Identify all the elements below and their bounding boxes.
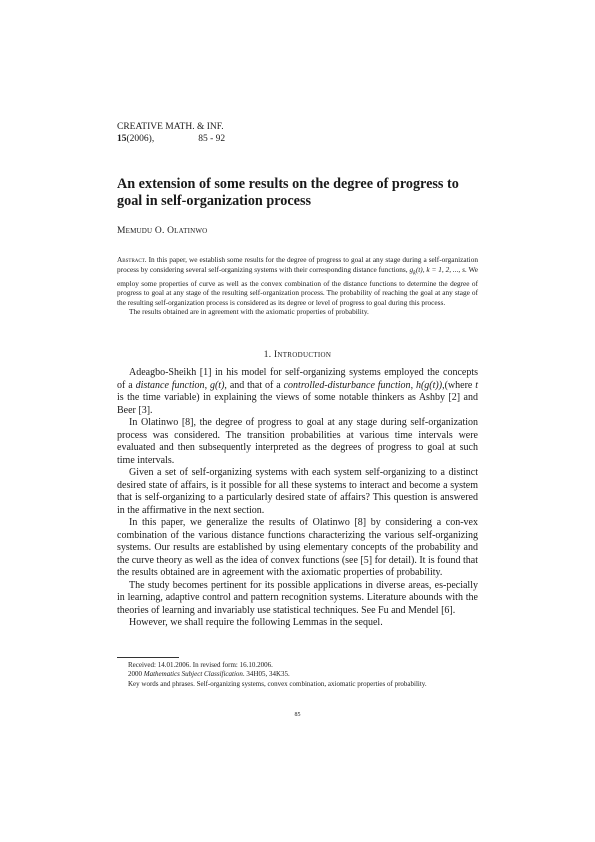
abstract-text-2: . We employ some properties of curve as well as the convex combination of the distance functions to determine the degree of progress to goal at any stage of the resulting self-organization process. The probability of reaching the goal at any stage of the resulting self-organization process is considered as its degree or level of progress to goal during this process. <box>117 264 479 307</box>
abstract-math-g: g <box>409 264 414 274</box>
math-h-of-g: h(g(t)) <box>415 379 443 391</box>
abstract-conclusion: The results obtained are in agreement with the axiomatic properties of probability. <box>129 307 369 317</box>
abstract-label: Abstract. <box>117 255 147 264</box>
abstract-math-sub: k <box>413 270 416 277</box>
footnote-received: Received: 14.01.2006. In revised form: 16.10.2006. <box>128 661 273 669</box>
paragraph-2: In Olatinwo [8], the degree of progress to goal at any stage during self-organization process was considered. The transition probabilities at various time intervals were evaluated and then subsequently interpreted as the degrees of progress to goal at such time intervals. <box>117 417 478 466</box>
math-g-of-t: g(t) <box>209 379 225 391</box>
msc-label: 2000 <box>128 670 144 679</box>
body-text <box>117 367 478 630</box>
abstract <box>117 255 478 317</box>
journal-pages: 85 - 92 <box>198 134 226 144</box>
msc-codes: . 34H05, 34K35. <box>242 670 290 679</box>
msc-italic: Mathematics Subject Classification <box>143 670 243 679</box>
paragraph-4: In this paper, we generalize the results of Olatinwo [8] by considering a con-vex combination of the various distance functions characterizing the various self-organizing systems. Our results are established by using elementary concepts of the probability and the curve theory as well as the idea of convex functions (see [5] for detail). It is found that the results obtained are in agreement with the axiomatic properties of probability. <box>117 517 478 578</box>
paragraph-1-text-c: , and that of a <box>224 379 284 391</box>
footnote-rule <box>117 657 179 658</box>
paper-author: Memudu O. Olatinwo <box>117 226 208 236</box>
journal-volume: 15 <box>117 134 127 144</box>
abstract-paragraph <box>117 255 478 307</box>
paper-title: An extension of some results on the degree of progress to goal in self-organization process <box>117 176 459 209</box>
abstract-math-rest: (t), k = 1, 2, ..., s <box>415 264 465 274</box>
paragraph-1-text-d: , <box>410 379 416 391</box>
term-controlled-disturbance-function: controlled-disturbance function <box>283 379 411 391</box>
paragraph-3: Given a set of self-organizing systems with each system self-organizing to a distinct desired state of affairs, is it possible for all these systems to interact and become a system that is self-organizing to a particularly desired state of affairs? This question is answered in the affirmative in the next section. <box>117 467 478 516</box>
math-t: t <box>475 379 479 391</box>
paragraph-1-text-e: ,(where <box>442 379 476 391</box>
paragraph-1-text-f: is the time variable) in explaining the views of some notable thinkers as Ashby [2] and Beer [3]. <box>117 392 478 416</box>
abstract-text-1: In this paper, we establish some results for the degree of progress to goal at any stage during a self-organization process by considering several self-organizing systems with their corresponding distance functions, <box>117 255 478 274</box>
footnotes <box>117 661 478 689</box>
paragraph-6: However, we shall require the following Lemmas in the sequel. <box>129 617 383 628</box>
footnote-keywords: Key words and phrases. Self-organizing systems, convex combination, axiomatic properties of probability. <box>128 679 427 688</box>
section-heading: 1. Introduction <box>263 350 332 360</box>
term-distance-function: distance function <box>135 379 205 391</box>
paragraph-5: The study becomes pertinent for its possible applications in diverse areas, es-pecially in learning, adaptive control and pattern recognition systems. Literature abounds with the theories of learning and invariably use statistical techniques. See Fu and Mendel [6]. <box>117 579 478 616</box>
page-number: 85 <box>294 712 301 718</box>
paragraph-1 <box>117 367 478 417</box>
journal-header <box>117 121 225 145</box>
footnote-msc <box>117 670 478 679</box>
journal-volume-line <box>117 133 225 145</box>
paragraph-1-text-a: Adeagbo-Sheikh [1] in his model for self-organizing systems employed the concepts of a <box>117 367 478 391</box>
journal-name: CREATIVE MATH. & INF. <box>117 122 224 132</box>
paragraph-1-text-b: , <box>204 379 210 391</box>
journal-year: (2006), <box>126 134 155 144</box>
